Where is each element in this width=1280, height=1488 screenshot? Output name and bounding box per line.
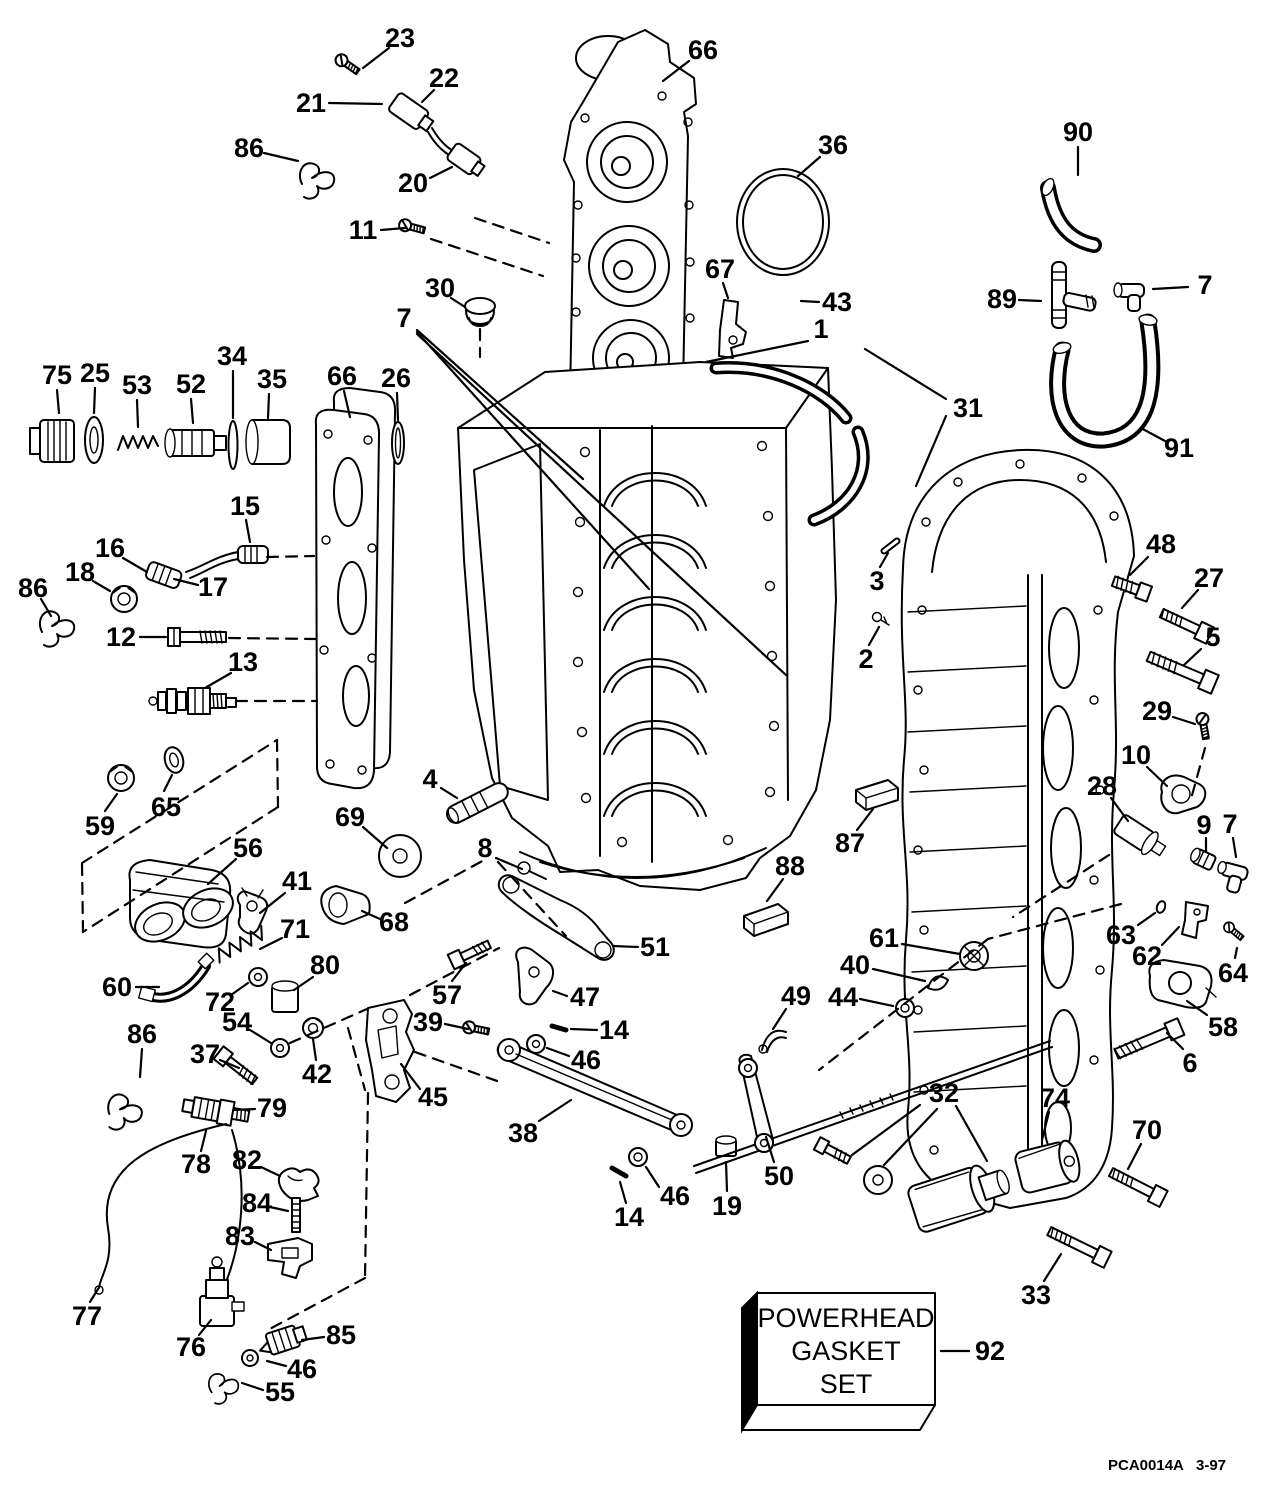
connector-22 xyxy=(388,92,437,135)
leader-line-44 xyxy=(860,999,893,1006)
assembly-guide-line xyxy=(82,863,83,932)
leader-line-14 xyxy=(620,1182,626,1203)
callout-17: 17 xyxy=(197,572,229,602)
callout-70: 70 xyxy=(1131,1115,1163,1145)
thermostat-housing-56 xyxy=(129,860,239,949)
callout-61: 61 xyxy=(868,923,900,953)
washer-46c xyxy=(242,1350,258,1366)
leader-line-7 xyxy=(1233,838,1236,857)
callout-39: 39 xyxy=(412,1007,444,1037)
callout-92: 92 xyxy=(974,1336,1006,1366)
bracket-45 xyxy=(366,1000,414,1102)
plug-30 xyxy=(465,298,495,326)
exhaust-covers xyxy=(316,388,395,788)
mount-block-87 xyxy=(856,780,898,810)
leader-line-46 xyxy=(267,1361,286,1366)
washer-32b xyxy=(864,1166,892,1194)
assembly-guide-line xyxy=(290,1009,367,1043)
grommet-68 xyxy=(321,886,369,924)
callout-63: 63 xyxy=(1105,920,1137,950)
callout-33: 33 xyxy=(1020,1280,1052,1310)
clip-55 xyxy=(208,1371,241,1405)
callout-84: 84 xyxy=(241,1188,273,1218)
leader-line-59 xyxy=(105,794,117,811)
callout-16: 16 xyxy=(94,533,126,563)
leader-line-87 xyxy=(857,809,873,830)
footer-part-code: PCA0014A xyxy=(1108,1457,1184,1474)
gasket-box-line3: SET xyxy=(819,1369,873,1399)
nut-42 xyxy=(303,1018,323,1038)
callout-46: 46 xyxy=(570,1045,602,1075)
callout-10: 10 xyxy=(1120,740,1152,770)
clamp-82 xyxy=(279,1168,319,1200)
callout-23: 23 xyxy=(384,23,416,53)
callout-66: 66 xyxy=(326,361,358,391)
callout-58: 58 xyxy=(1207,1012,1239,1042)
callout-8: 8 xyxy=(477,833,493,863)
leader-line-79 xyxy=(234,1109,255,1110)
sensor-23 xyxy=(333,52,361,77)
sensor-28 xyxy=(1112,812,1170,862)
pin-63 xyxy=(1155,900,1167,914)
callout-32: 32 xyxy=(928,1078,960,1108)
callout-25: 25 xyxy=(79,358,111,388)
elbow-fitting-7b xyxy=(1114,283,1144,311)
callout-59: 59 xyxy=(84,811,116,841)
valve-85 xyxy=(256,1323,308,1359)
callout-22: 22 xyxy=(428,63,460,93)
cam-47 xyxy=(516,948,553,1005)
leader-line-25 xyxy=(94,388,95,413)
callout-1: 1 xyxy=(813,314,829,344)
clip-86b xyxy=(40,611,74,646)
lifting-bracket-67 xyxy=(719,300,746,358)
clamp-10 xyxy=(1161,775,1205,813)
leader-line-21 xyxy=(329,103,382,104)
callout-43: 43 xyxy=(821,287,853,317)
callout-35: 35 xyxy=(256,364,288,394)
screw-64 xyxy=(1222,920,1245,942)
leader-line-11 xyxy=(431,239,543,276)
leader-line-31 xyxy=(916,416,946,486)
leader-line-88 xyxy=(767,879,783,901)
bolt-70 xyxy=(1107,1164,1168,1207)
leader-line-36 xyxy=(798,157,820,176)
screw-2 xyxy=(873,613,890,626)
leader-line-71 xyxy=(260,938,282,949)
washer-46b xyxy=(629,1148,647,1166)
callout-50: 50 xyxy=(763,1161,795,1191)
link-50 xyxy=(739,1055,773,1152)
leader-line-54 xyxy=(250,1030,271,1043)
leader-line-62 xyxy=(1162,927,1179,945)
callout-12: 12 xyxy=(105,622,137,652)
callout-3: 3 xyxy=(869,566,885,596)
callout-52: 52 xyxy=(175,369,207,399)
callout-48: 48 xyxy=(1145,529,1177,559)
callout-72: 72 xyxy=(204,987,236,1017)
leader-line-38 xyxy=(539,1100,571,1121)
callout-7: 7 xyxy=(1197,270,1213,300)
leader-line-86 xyxy=(140,1049,142,1077)
gasket-box-line1: POWERHEAD xyxy=(757,1303,935,1333)
leader-line-43 xyxy=(801,301,819,302)
valve-76 xyxy=(200,1257,244,1326)
callout-41: 41 xyxy=(281,866,313,896)
cotter-pin-49 xyxy=(759,1031,786,1053)
callout-37: 37 xyxy=(189,1039,221,1069)
callout-56: 56 xyxy=(232,833,264,863)
callout-40: 40 xyxy=(839,950,871,980)
clip-86c xyxy=(105,1093,144,1133)
callout-53: 53 xyxy=(121,370,153,400)
bolt-32a xyxy=(814,1137,852,1166)
callout-66: 66 xyxy=(687,35,719,65)
cup-35 xyxy=(246,420,290,464)
leader-line-70 xyxy=(1128,1144,1141,1169)
leader-line-15 xyxy=(267,556,314,557)
callout-30: 30 xyxy=(424,273,456,303)
footer-date-code: 3-97 xyxy=(1196,1457,1227,1474)
leader-line-63 xyxy=(1138,913,1155,925)
washer-72 xyxy=(249,968,267,986)
hose-90 xyxy=(1040,177,1094,245)
head-oring xyxy=(737,169,829,275)
callout-86: 86 xyxy=(233,133,265,163)
assembly-guide-line xyxy=(348,1028,365,1090)
grommet-61 xyxy=(960,942,988,970)
leader-line-33 xyxy=(1044,1254,1061,1281)
leader-line-51 xyxy=(613,946,638,947)
callout-47: 47 xyxy=(569,982,601,1012)
leader-line-91 xyxy=(1141,428,1165,441)
callout-15: 15 xyxy=(229,491,261,521)
lever-51 xyxy=(499,875,614,960)
screw-29 xyxy=(1196,712,1212,740)
leader-line-20 xyxy=(430,167,452,178)
callout-86: 86 xyxy=(126,1019,158,1049)
leader-line-35 xyxy=(268,394,269,418)
leader-line-2 xyxy=(869,627,879,645)
leader-line-7 xyxy=(1153,287,1188,289)
spark-plug-13 xyxy=(149,688,236,714)
callout-57: 57 xyxy=(431,980,463,1010)
thermostat-52 xyxy=(165,429,226,457)
callout-75: 75 xyxy=(41,360,73,390)
washer-69 xyxy=(379,835,421,877)
assembly-guide-line xyxy=(365,1093,368,1278)
clip-86a xyxy=(300,163,334,198)
mount-block-88 xyxy=(744,904,788,936)
callout-7: 7 xyxy=(396,303,412,333)
leader-line-15 xyxy=(246,520,250,542)
callout-29: 29 xyxy=(1141,696,1173,726)
tube-60 xyxy=(139,953,214,1001)
bracket-62 xyxy=(1182,902,1208,938)
callout-64: 64 xyxy=(1217,958,1249,988)
callout-74: 74 xyxy=(1039,1083,1071,1113)
bolt-57 xyxy=(448,937,493,969)
leader-line-89 xyxy=(1019,300,1041,301)
leader-line-52 xyxy=(191,399,193,423)
anode-79 xyxy=(181,1093,250,1128)
callout-69: 69 xyxy=(334,802,366,832)
callout-14: 14 xyxy=(598,1015,630,1045)
leader-line-69 xyxy=(363,827,387,848)
pin-14b xyxy=(612,1168,626,1176)
callout-42: 42 xyxy=(301,1059,333,1089)
callout-46: 46 xyxy=(659,1181,691,1211)
washer-54 xyxy=(271,1039,289,1057)
leader-line-67 xyxy=(723,283,728,298)
callout-19: 19 xyxy=(711,1191,743,1221)
bolt-5 xyxy=(1145,647,1219,694)
leader-line-16 xyxy=(123,558,147,572)
callout-55: 55 xyxy=(264,1377,296,1407)
callout-45: 45 xyxy=(417,1082,449,1112)
leader-line-4 xyxy=(441,788,457,798)
callout-62: 62 xyxy=(1131,941,1163,971)
callout-54: 54 xyxy=(221,1007,253,1037)
leader-line-29 xyxy=(1173,717,1195,724)
callout-87: 87 xyxy=(834,828,866,858)
callout-34: 34 xyxy=(216,341,248,371)
leader-line-3 xyxy=(880,553,888,567)
spring-53 xyxy=(118,436,158,450)
callout-82: 82 xyxy=(231,1145,263,1175)
callout-76: 76 xyxy=(175,1332,207,1362)
seal-34 xyxy=(229,421,238,469)
screw-84 xyxy=(292,1198,300,1232)
washer-44 xyxy=(896,999,914,1017)
assembly-guide-line xyxy=(277,740,278,807)
callout-21: 21 xyxy=(295,88,327,118)
callout-13: 13 xyxy=(227,647,259,677)
leader-line-47 xyxy=(553,991,567,996)
assembly-guide-line xyxy=(475,218,549,243)
leader-line-49 xyxy=(773,1009,786,1029)
callout-5: 5 xyxy=(1205,622,1221,652)
callout-51: 51 xyxy=(639,932,671,962)
washer-25 xyxy=(85,417,103,463)
callout-38: 38 xyxy=(507,1118,539,1148)
bracket-83 xyxy=(268,1238,312,1278)
gasket-set-box xyxy=(742,1293,935,1430)
pin-3 xyxy=(884,541,897,551)
callout-31: 31 xyxy=(952,393,984,423)
callout-80: 80 xyxy=(309,950,341,980)
callout-27: 27 xyxy=(1193,563,1225,593)
leader-line-18 xyxy=(93,581,110,591)
callout-26: 26 xyxy=(380,363,412,393)
callout-46: 46 xyxy=(286,1354,318,1384)
bolt-11 xyxy=(398,218,426,236)
callout-44: 44 xyxy=(827,982,859,1012)
leader-line-64 xyxy=(1235,948,1237,958)
leader-line-55 xyxy=(242,1383,263,1390)
leader-line-46 xyxy=(646,1167,659,1187)
callout-28: 28 xyxy=(1086,771,1118,801)
callout-67: 67 xyxy=(704,254,736,284)
elbow-fitting-7c xyxy=(1213,861,1249,895)
oring-26 xyxy=(392,422,404,464)
leader-line-78 xyxy=(201,1131,206,1151)
callout-78: 78 xyxy=(180,1149,212,1179)
hose-91 xyxy=(1052,314,1158,441)
callout-9: 9 xyxy=(1196,810,1212,840)
gasket-box-line2: GASKET xyxy=(791,1336,901,1366)
leader-line-75 xyxy=(57,390,59,413)
tee-fitting-89 xyxy=(1052,262,1097,328)
callout-79: 79 xyxy=(256,1093,288,1123)
bushing-80 xyxy=(272,981,298,1012)
callout-71: 71 xyxy=(279,914,311,944)
bolt-12 xyxy=(168,628,226,646)
pin-4 xyxy=(444,780,511,826)
leader-line-46 xyxy=(547,1048,569,1056)
leader-line-26 xyxy=(397,393,398,420)
callout-11: 11 xyxy=(348,215,378,245)
callout-14: 14 xyxy=(613,1202,645,1232)
callout-86: 86 xyxy=(17,573,49,603)
oring-65 xyxy=(162,745,186,775)
nut-18 xyxy=(111,586,137,612)
leader-line-19 xyxy=(726,1162,727,1191)
pin-14a xyxy=(552,1026,566,1030)
callout-2: 2 xyxy=(858,644,874,674)
callout-89: 89 xyxy=(986,284,1018,314)
connector-20 xyxy=(446,142,487,179)
plug-9 xyxy=(1188,847,1216,871)
callout-85: 85 xyxy=(325,1320,357,1350)
leader-line-84 xyxy=(270,1207,288,1211)
callout-90: 90 xyxy=(1062,117,1094,147)
callout-49: 49 xyxy=(780,981,812,1011)
leader-line-14 xyxy=(571,1029,597,1030)
callout-60: 60 xyxy=(101,972,133,1002)
callout-65: 65 xyxy=(150,792,182,822)
callout-83: 83 xyxy=(224,1221,256,1251)
leader-line-31 xyxy=(865,349,946,399)
callout-7: 7 xyxy=(1222,809,1238,839)
callout-91: 91 xyxy=(1163,433,1195,463)
leader-line-12 xyxy=(229,638,317,639)
callout-20: 20 xyxy=(397,168,429,198)
callout-36: 36 xyxy=(817,130,849,160)
assembly-guide-line xyxy=(415,1052,500,1082)
leader-line-53 xyxy=(137,400,138,427)
callout-77: 77 xyxy=(71,1301,103,1331)
callout-6: 6 xyxy=(1182,1048,1198,1078)
nut-59 xyxy=(108,765,134,791)
callout-88: 88 xyxy=(774,851,806,881)
callout-4: 4 xyxy=(422,764,438,794)
stud-8 xyxy=(518,862,546,879)
leader-line-86 xyxy=(264,153,298,161)
leader-line-42 xyxy=(313,1039,316,1060)
leader-line-5 xyxy=(1184,649,1201,665)
leader-line-82 xyxy=(261,1167,280,1176)
plug-75 xyxy=(30,420,74,462)
leader-line-65 xyxy=(164,775,172,791)
callout-68: 68 xyxy=(378,907,410,937)
callout-18: 18 xyxy=(64,557,96,587)
